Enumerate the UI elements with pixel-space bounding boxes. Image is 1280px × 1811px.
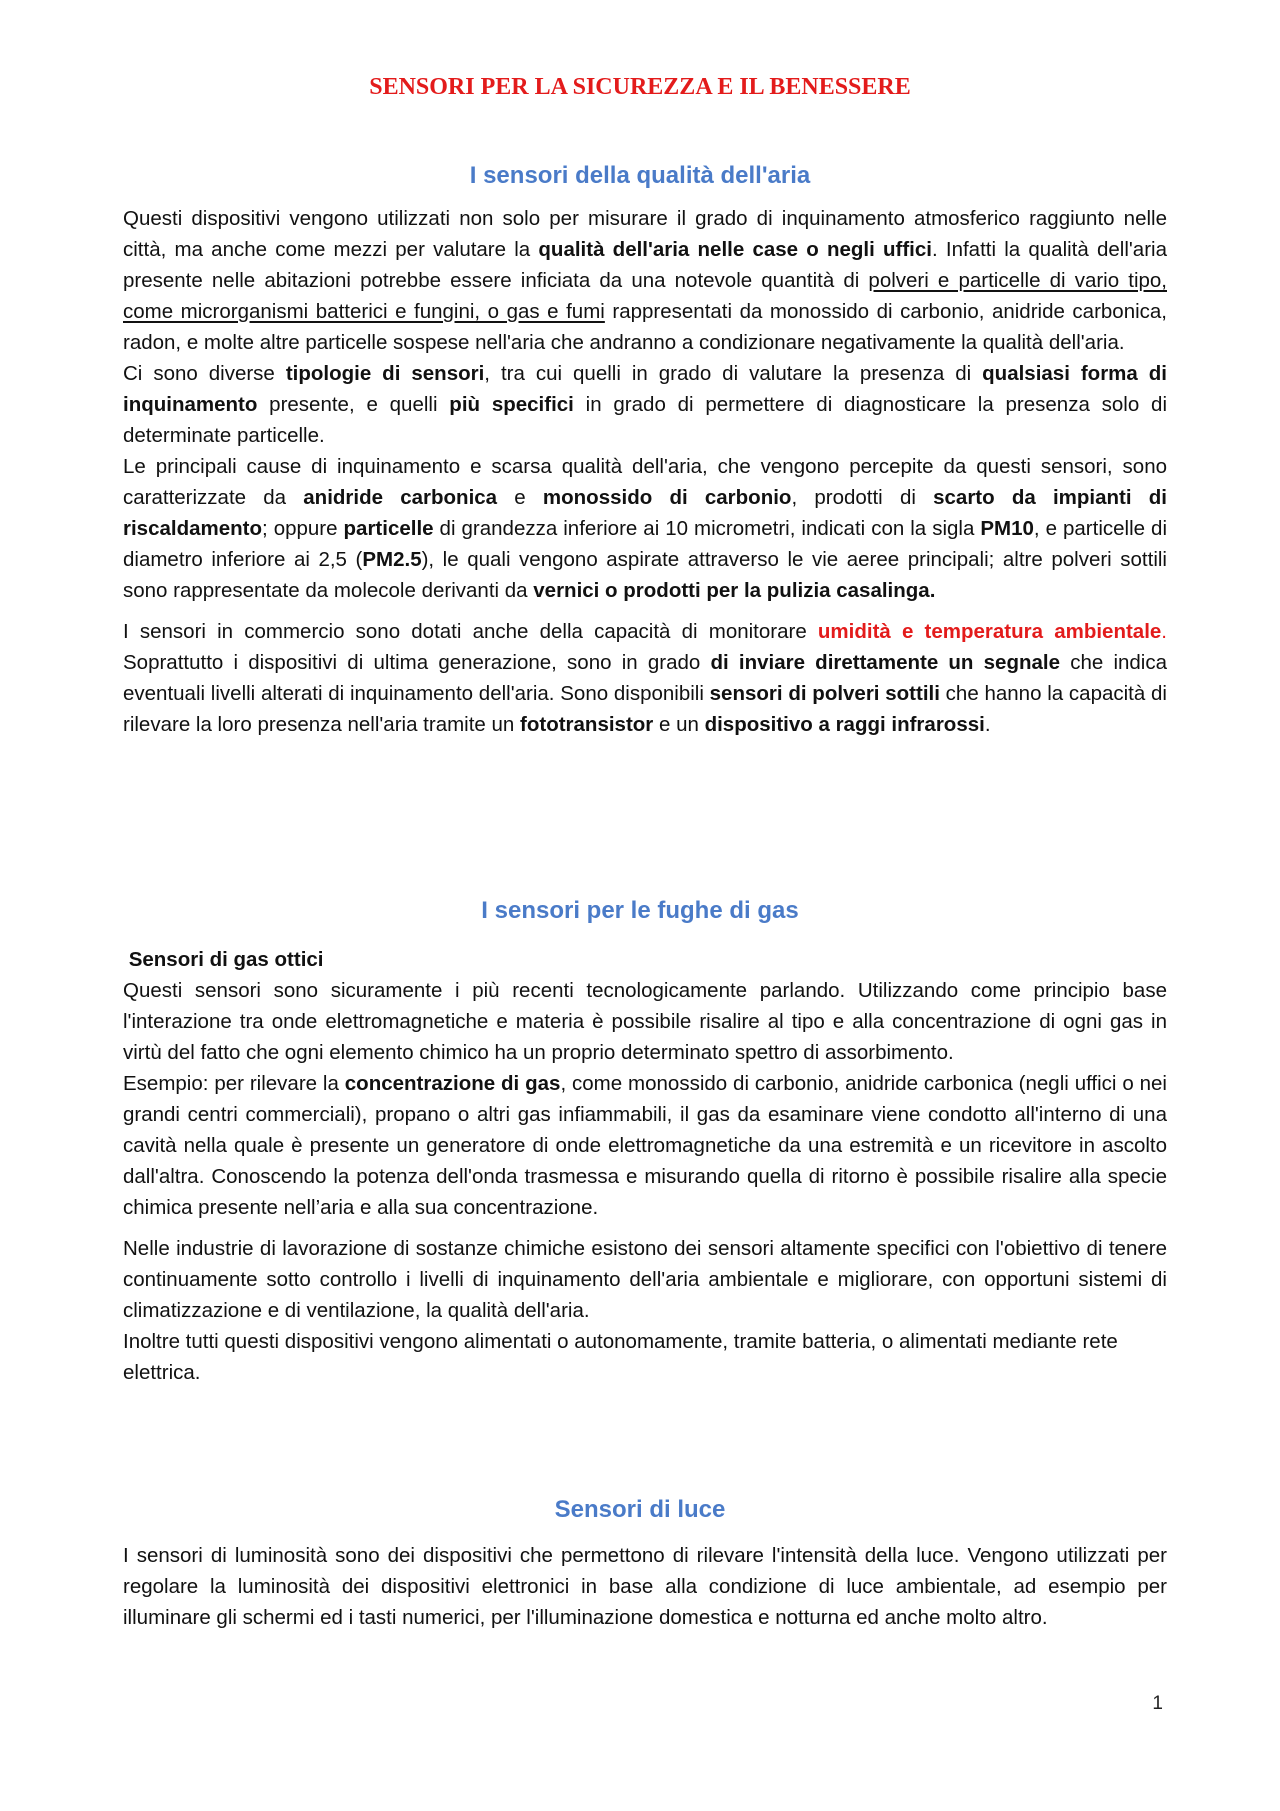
paragraph: Ci sono diverse tipologie di sensori, tra cui quelli in grado di valutare la presenza di qualsiasi forma di inquinamento presente, e quelli più specifici in grado di permettere di diagnosticare la presenza solo di determinate particelle. <box>123 362 1168 447</box>
paragraph: Questi sensori sono sicuramente i più recenti tecnologicamente parlando. Utilizzando come principio base l'interazione tra onde elettromagnetiche e materia è possibile risalire al tipo e alla concentrazione di ogni gas in virtù del fatto che ogni elemento chimico ha un proprio determinato spettro di assorbimento. <box>123 979 1167 1064</box>
section-heading-air-quality: I sensori della qualità dell'aria <box>469 162 811 189</box>
paragraph: Le principali cause di inquinamento e scarsa qualità dell'aria, che vengono percepite da questi sensori, sono caratterizzate da anidride carbonica e monossido di carbonio, prodotti di scarto da impianti di riscaldamento; oppure particelle di grandezza inferiore ai 10 micrometri, indicati con la sigla PM10, e particelle di diametro inferiore ai 2,5 (PM2.5), le quali vengono aspirate attraverso le vie aeree principali; altre polveri sottili sono rappresentate da molecole derivanti da vernici o prodotti per la pulizia casalinga. <box>123 455 1167 602</box>
paragraph: Nelle industrie di lavorazione di sostanze chimiche esistono dei sensori altamente specifici con l'obiettivo di tenere continuamente sotto controllo i livelli di inquinamento dell'aria ambientale e migliorare, con opportuni sistemi di climatizzazione e di ventilazione, la qualità dell'aria. <box>123 1237 1167 1322</box>
section-heading-light-sensors: Sensori di luce <box>554 1496 726 1523</box>
section-body-light-sensors <box>123 1540 1167 1633</box>
subheading-optical-gas-sensors: Sensori di gas ottici <box>123 948 324 971</box>
paragraph: Inoltre tutti questi dispositivi vengono alimentati o autonomamente, tramite batteria, o alimentati mediante rete elettrica. <box>123 1330 1118 1384</box>
section-body-air-quality <box>123 203 1167 740</box>
document-title: SENSORI PER LA SICUREZZA E IL BENESSERE <box>369 74 911 100</box>
paragraph: Questi dispositivi vengono utilizzati non solo per misurare il grado di inquinamento atmosferico raggiunto nelle città, ma anche come mezzi per valutare la qualità dell'aria nelle case o negli uffici. Infatti la qualità dell'aria presente nelle abitazioni potrebbe essere inficiata da una notevole quantità di polveri e particelle di vario tipo, come microrganismi batterici e fungini, o gas e fumi rappresentati da monossido di carbonio, anidride carbonica, radon, e molte altre particelle sospese nell'aria che andranno a condizionare negativamente la qualità dell'aria. <box>123 207 1168 354</box>
paragraph: I sensori in commercio sono dotati anche della capacità di monitorare umidità e temperatura ambientale. Soprattutto i dispositivi di ultima generazione, sono in grado di inviare direttamente un segnale che indica eventuali livelli alterati di inquinamento dell'aria. Sono disponibili sensori di polveri sottili che hanno la capacità di rilevare la loro presenza nell'aria tramite un fototransistor e un dispositivo a raggi infrarossi. <box>123 620 1168 736</box>
section-body-gas-leaks <box>123 944 1167 1388</box>
paragraph: Esempio: per rilevare la concentrazione di gas, come monossido di carbonio, anidride carbonica (negli uffici o nei grandi centri commerciali), propano o altri gas infiammabili, il gas da esaminare viene condotto all'interno di una cavità nella quale è presente un generatore di onde elettromagnetiche da una estremità e un ricevitore in ascolto dall'altra. Conoscendo la potenza dell'onda trasmessa e misurando quella di ritorno è possibile risalire alla specie chimica presente nell’aria e alla sua concentrazione. <box>123 1072 1167 1219</box>
paragraph: I sensori di luminosità sono dei dispositivi che permettono di rilevare l'intensità della luce. Vengono utilizzati per regolare la luminosità dei dispositivi elettronici in base alla condizione di luce ambientale, ad esempio per illuminare gli schermi ed i tasti numerici, per l'illuminazione domestica e notturna ed anche molto altro. <box>123 1544 1167 1629</box>
section-heading-gas-leaks: I sensori per le fughe di gas <box>481 897 799 924</box>
page-number: 1 <box>1152 1693 1163 1714</box>
highlighted-text: umidità e temperatura ambientale <box>817 620 1162 643</box>
